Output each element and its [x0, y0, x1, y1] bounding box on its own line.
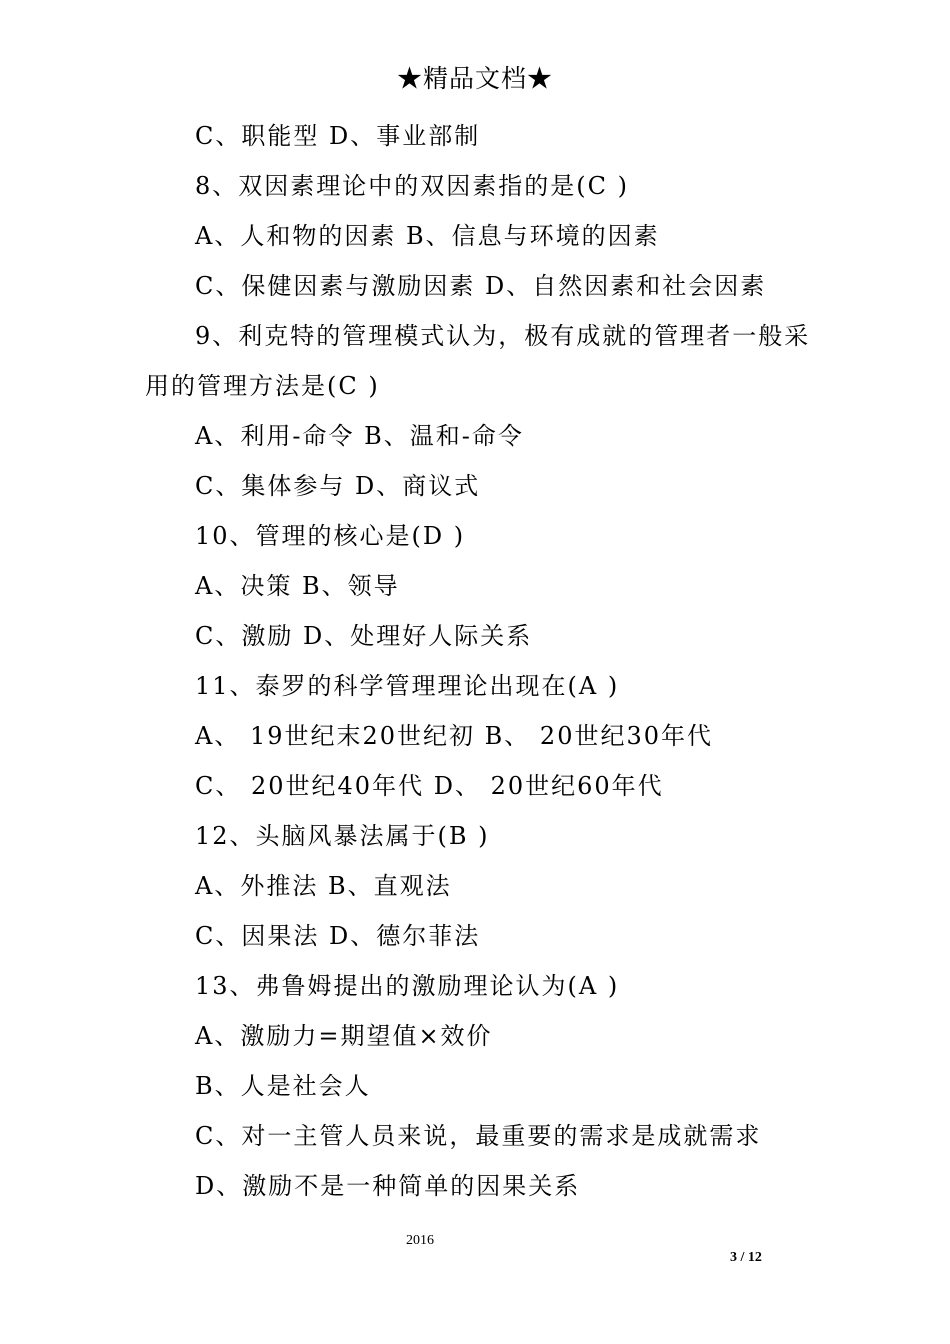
page-number: 3 / 12 [730, 1250, 762, 1265]
text-line: 用的管理方法是(C ) [145, 372, 380, 400]
text-line: 13、弗鲁姆提出的激励理论认为(A ) [195, 972, 620, 1000]
document-header-title: ★精品文档★ [396, 64, 553, 93]
text-line: 11、泰罗的科学管理理论出现在(A ) [195, 672, 620, 700]
text-line: C、对一主管人员来说，最重要的需求是成就需求 [195, 1122, 762, 1150]
text-line: 10、管理的核心是(D ) [195, 522, 466, 550]
text-line: C、 20世纪40年代 D、 20世纪60年代 [195, 772, 664, 800]
text-line: A、 19世纪末20世纪初 B、 20世纪30年代 [195, 722, 714, 750]
text-line: C、因果法 D、德尔菲法 [195, 922, 481, 950]
text-line: A、激励力=期望值×效价 [195, 1022, 493, 1050]
text-line: C、职能型 D、事业部制 [195, 122, 481, 150]
text-line: D、激励不是一种简单的因果关系 [195, 1172, 581, 1200]
text-line: C、集体参与 D、商议式 [195, 472, 481, 500]
text-line: 8、双因素理论中的双因素指的是(C ) [195, 172, 629, 200]
document-body [145, 111, 825, 1211]
text-line: A、利用-命令 B、温和-命令 [195, 422, 524, 450]
text-line: 12、头脑风暴法属于(B ) [195, 822, 490, 850]
text-line: A、决策 B、领导 [195, 572, 400, 600]
text-line: C、激励 D、处理好人际关系 [195, 622, 533, 650]
text-line: C、保健因素与激励因素 D、自然因素和社会因素 [195, 272, 767, 300]
text-line: A、外推法 B、直观法 [195, 872, 452, 900]
text-line: A、人和物的因素 B、信息与环境的因素 [195, 222, 660, 250]
footer-year: 2016 [406, 1233, 434, 1248]
text-line: B、人是社会人 [195, 1072, 371, 1100]
text-line: 9、利克特的管理模式认为，极有成就的管理者一般采 [195, 322, 811, 350]
